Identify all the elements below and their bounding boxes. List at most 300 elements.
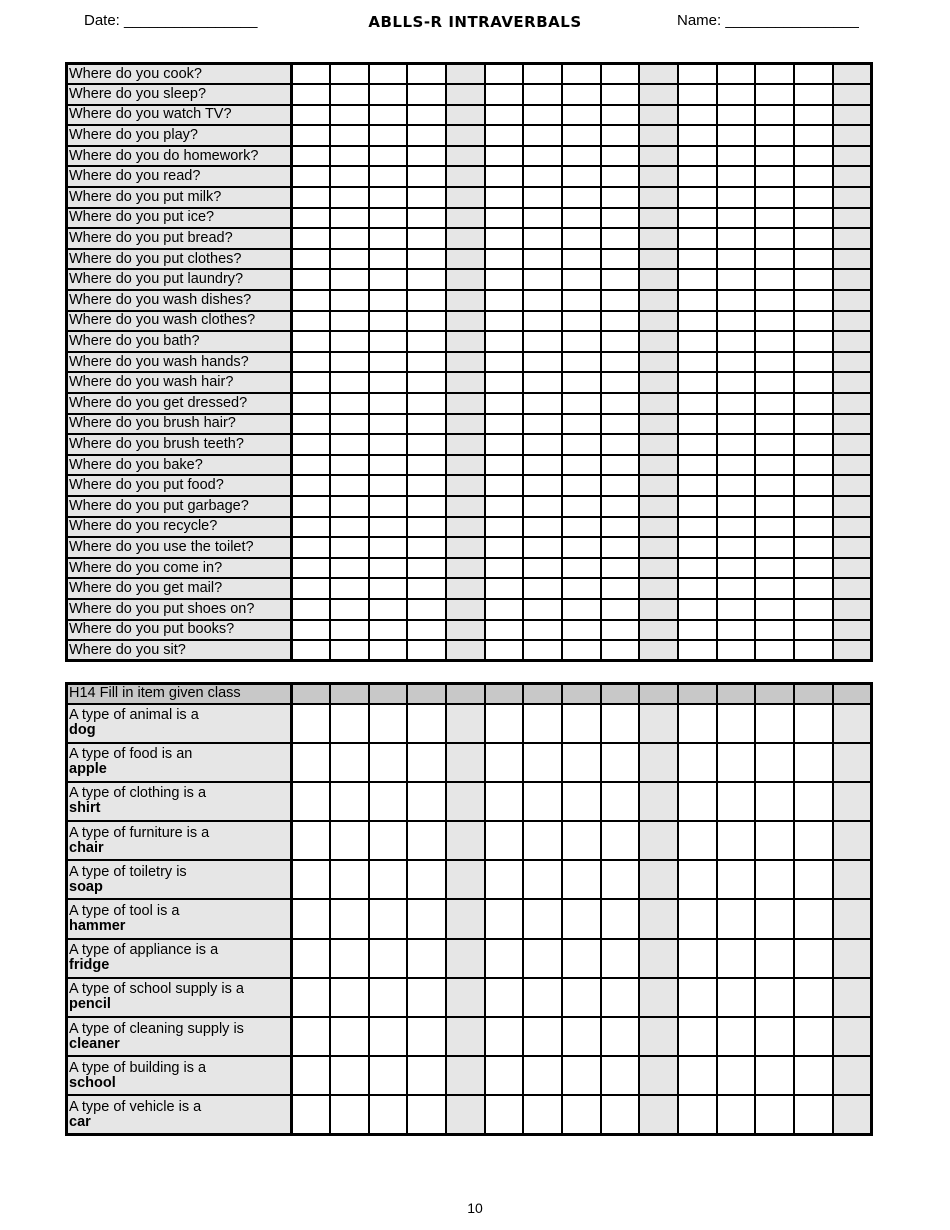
score-cell[interactable]: [330, 64, 369, 85]
score-cell[interactable]: [523, 1056, 562, 1095]
score-cell[interactable]: [717, 331, 756, 352]
score-cell[interactable]: [369, 125, 408, 146]
score-cell[interactable]: [369, 704, 408, 743]
score-cell[interactable]: [678, 290, 717, 311]
score-cell[interactable]: [601, 743, 640, 782]
score-cell[interactable]: [755, 537, 794, 558]
score-cell[interactable]: [446, 496, 485, 517]
score-cell[interactable]: [678, 146, 717, 167]
score-cell[interactable]: [794, 64, 833, 85]
score-cell[interactable]: [601, 208, 640, 229]
score-cell[interactable]: [446, 331, 485, 352]
score-cell[interactable]: [523, 64, 562, 85]
score-cell[interactable]: [562, 105, 601, 126]
score-cell[interactable]: [523, 860, 562, 899]
score-cell[interactable]: [485, 352, 524, 373]
score-cell[interactable]: [407, 105, 446, 126]
score-cell[interactable]: [717, 1095, 756, 1134]
score-cell[interactable]: [794, 208, 833, 229]
score-cell[interactable]: [292, 434, 331, 455]
score-cell[interactable]: [678, 84, 717, 105]
score-cell[interactable]: [601, 860, 640, 899]
score-cell[interactable]: [523, 620, 562, 641]
score-cell[interactable]: [639, 1017, 678, 1056]
score-cell[interactable]: [755, 290, 794, 311]
score-cell[interactable]: [678, 899, 717, 938]
score-cell[interactable]: [717, 821, 756, 860]
score-cell[interactable]: [639, 166, 678, 187]
score-cell[interactable]: [755, 249, 794, 270]
score-cell[interactable]: [369, 187, 408, 208]
score-cell[interactable]: [330, 743, 369, 782]
score-cell[interactable]: [755, 1056, 794, 1095]
score-cell[interactable]: [639, 146, 678, 167]
score-cell[interactable]: [562, 228, 601, 249]
score-cell[interactable]: [833, 860, 872, 899]
score-cell[interactable]: [833, 821, 872, 860]
score-cell[interactable]: [601, 599, 640, 620]
score-cell[interactable]: [717, 517, 756, 538]
score-cell[interactable]: [755, 64, 794, 85]
score-cell[interactable]: [678, 640, 717, 661]
score-cell[interactable]: [369, 290, 408, 311]
score-cell[interactable]: [833, 704, 872, 743]
score-cell[interactable]: [601, 782, 640, 821]
score-cell[interactable]: [330, 105, 369, 126]
score-cell[interactable]: [292, 558, 331, 579]
score-cell[interactable]: [678, 455, 717, 476]
score-cell[interactable]: [407, 704, 446, 743]
score-cell[interactable]: [446, 187, 485, 208]
score-cell[interactable]: [678, 311, 717, 332]
score-cell[interactable]: [369, 939, 408, 978]
score-cell[interactable]: [485, 331, 524, 352]
score-cell[interactable]: [794, 939, 833, 978]
score-cell[interactable]: [562, 782, 601, 821]
score-cell[interactable]: [330, 372, 369, 393]
score-cell[interactable]: [562, 208, 601, 229]
score-cell[interactable]: [678, 1017, 717, 1056]
score-cell[interactable]: [639, 978, 678, 1017]
score-cell[interactable]: [446, 269, 485, 290]
score-cell[interactable]: [369, 228, 408, 249]
score-cell[interactable]: [407, 1017, 446, 1056]
score-cell[interactable]: [292, 1017, 331, 1056]
score-cell[interactable]: [794, 860, 833, 899]
score-cell[interactable]: [292, 269, 331, 290]
score-cell[interactable]: [794, 166, 833, 187]
score-cell[interactable]: [678, 414, 717, 435]
score-cell[interactable]: [485, 704, 524, 743]
score-cell[interactable]: [330, 496, 369, 517]
score-cell[interactable]: [330, 311, 369, 332]
score-cell[interactable]: [794, 249, 833, 270]
score-cell[interactable]: [601, 1056, 640, 1095]
score-cell[interactable]: [717, 372, 756, 393]
score-cell[interactable]: [446, 537, 485, 558]
score-cell[interactable]: [755, 475, 794, 496]
score-cell[interactable]: [794, 105, 833, 126]
score-cell[interactable]: [833, 84, 872, 105]
score-cell[interactable]: [369, 84, 408, 105]
score-cell[interactable]: [369, 821, 408, 860]
score-cell[interactable]: [601, 105, 640, 126]
score-cell[interactable]: [407, 978, 446, 1017]
score-cell[interactable]: [330, 125, 369, 146]
score-cell[interactable]: [833, 372, 872, 393]
score-cell[interactable]: [601, 517, 640, 538]
score-cell[interactable]: [562, 640, 601, 661]
score-cell[interactable]: [678, 1095, 717, 1134]
score-cell[interactable]: [678, 517, 717, 538]
score-cell[interactable]: [292, 125, 331, 146]
score-cell[interactable]: [601, 64, 640, 85]
score-cell[interactable]: [639, 311, 678, 332]
score-cell[interactable]: [678, 475, 717, 496]
score-cell[interactable]: [717, 455, 756, 476]
score-cell[interactable]: [292, 599, 331, 620]
score-cell[interactable]: [523, 352, 562, 373]
score-cell[interactable]: [485, 393, 524, 414]
score-cell[interactable]: [407, 1095, 446, 1134]
score-cell[interactable]: [833, 939, 872, 978]
score-cell[interactable]: [639, 290, 678, 311]
score-cell[interactable]: [292, 860, 331, 899]
score-cell[interactable]: [755, 782, 794, 821]
score-cell[interactable]: [755, 372, 794, 393]
score-cell[interactable]: [292, 517, 331, 538]
score-cell[interactable]: [523, 475, 562, 496]
score-cell[interactable]: [446, 1017, 485, 1056]
score-cell[interactable]: [523, 372, 562, 393]
score-cell[interactable]: [446, 1095, 485, 1134]
score-cell[interactable]: [485, 105, 524, 126]
score-cell[interactable]: [446, 620, 485, 641]
score-cell[interactable]: [446, 743, 485, 782]
score-cell[interactable]: [330, 599, 369, 620]
score-cell[interactable]: [369, 782, 408, 821]
score-cell[interactable]: [562, 821, 601, 860]
score-cell[interactable]: [833, 64, 872, 85]
score-cell[interactable]: [292, 166, 331, 187]
score-cell[interactable]: [717, 434, 756, 455]
score-cell[interactable]: [562, 434, 601, 455]
score-cell[interactable]: [678, 578, 717, 599]
score-cell[interactable]: [369, 558, 408, 579]
score-cell[interactable]: [601, 1017, 640, 1056]
score-cell[interactable]: [717, 496, 756, 517]
score-cell[interactable]: [562, 455, 601, 476]
score-cell[interactable]: [601, 640, 640, 661]
score-cell[interactable]: [717, 290, 756, 311]
score-cell[interactable]: [833, 311, 872, 332]
score-cell[interactable]: [407, 599, 446, 620]
score-cell[interactable]: [717, 393, 756, 414]
score-cell[interactable]: [755, 939, 794, 978]
score-cell[interactable]: [446, 228, 485, 249]
score-cell[interactable]: [369, 372, 408, 393]
score-cell[interactable]: [794, 1056, 833, 1095]
score-cell[interactable]: [523, 1095, 562, 1134]
score-cell[interactable]: [369, 599, 408, 620]
score-cell[interactable]: [601, 434, 640, 455]
score-cell[interactable]: [446, 105, 485, 126]
score-cell[interactable]: [717, 249, 756, 270]
score-cell[interactable]: [446, 704, 485, 743]
score-cell[interactable]: [330, 414, 369, 435]
score-cell[interactable]: [639, 640, 678, 661]
score-cell[interactable]: [601, 496, 640, 517]
score-cell[interactable]: [523, 743, 562, 782]
score-cell[interactable]: [601, 166, 640, 187]
score-cell[interactable]: [639, 782, 678, 821]
score-cell[interactable]: [369, 640, 408, 661]
score-cell[interactable]: [833, 743, 872, 782]
score-cell[interactable]: [794, 1095, 833, 1134]
score-cell[interactable]: [678, 393, 717, 414]
score-cell[interactable]: [794, 1017, 833, 1056]
score-cell[interactable]: [833, 393, 872, 414]
score-cell[interactable]: [755, 455, 794, 476]
score-cell[interactable]: [330, 1095, 369, 1134]
score-cell[interactable]: [639, 208, 678, 229]
score-cell[interactable]: [446, 393, 485, 414]
score-cell[interactable]: [601, 578, 640, 599]
score-cell[interactable]: [330, 352, 369, 373]
score-cell[interactable]: [523, 782, 562, 821]
score-cell[interactable]: [562, 899, 601, 938]
score-cell[interactable]: [755, 434, 794, 455]
score-cell[interactable]: [794, 372, 833, 393]
score-cell[interactable]: [407, 84, 446, 105]
score-cell[interactable]: [485, 249, 524, 270]
score-cell[interactable]: [523, 704, 562, 743]
score-cell[interactable]: [601, 455, 640, 476]
score-cell[interactable]: [601, 537, 640, 558]
score-cell[interactable]: [794, 331, 833, 352]
score-cell[interactable]: [717, 228, 756, 249]
score-cell[interactable]: [562, 496, 601, 517]
score-cell[interactable]: [369, 496, 408, 517]
score-cell[interactable]: [369, 331, 408, 352]
score-cell[interactable]: [562, 537, 601, 558]
score-cell[interactable]: [330, 578, 369, 599]
score-cell[interactable]: [485, 1056, 524, 1095]
score-cell[interactable]: [523, 578, 562, 599]
score-cell[interactable]: [639, 64, 678, 85]
score-cell[interactable]: [755, 860, 794, 899]
score-cell[interactable]: [292, 496, 331, 517]
score-cell[interactable]: [755, 558, 794, 579]
score-cell[interactable]: [485, 558, 524, 579]
score-cell[interactable]: [717, 1056, 756, 1095]
score-cell[interactable]: [292, 208, 331, 229]
score-cell[interactable]: [330, 249, 369, 270]
score-cell[interactable]: [523, 978, 562, 1017]
score-cell[interactable]: [717, 578, 756, 599]
score-cell[interactable]: [330, 782, 369, 821]
score-cell[interactable]: [794, 290, 833, 311]
score-cell[interactable]: [330, 704, 369, 743]
score-cell[interactable]: [755, 166, 794, 187]
score-cell[interactable]: [407, 743, 446, 782]
score-cell[interactable]: [639, 704, 678, 743]
score-cell[interactable]: [562, 146, 601, 167]
score-cell[interactable]: [369, 1017, 408, 1056]
score-cell[interactable]: [833, 537, 872, 558]
score-cell[interactable]: [330, 228, 369, 249]
score-cell[interactable]: [833, 475, 872, 496]
score-cell[interactable]: [639, 517, 678, 538]
score-cell[interactable]: [601, 393, 640, 414]
score-cell[interactable]: [292, 290, 331, 311]
score-cell[interactable]: [794, 352, 833, 373]
score-cell[interactable]: [833, 290, 872, 311]
score-cell[interactable]: [794, 558, 833, 579]
score-cell[interactable]: [446, 414, 485, 435]
score-cell[interactable]: [292, 372, 331, 393]
score-cell[interactable]: [833, 899, 872, 938]
score-cell[interactable]: [794, 640, 833, 661]
score-cell[interactable]: [562, 978, 601, 1017]
score-cell[interactable]: [639, 475, 678, 496]
score-cell[interactable]: [562, 125, 601, 146]
score-cell[interactable]: [833, 1017, 872, 1056]
score-cell[interactable]: [407, 434, 446, 455]
score-cell[interactable]: [601, 372, 640, 393]
score-cell[interactable]: [794, 434, 833, 455]
score-cell[interactable]: [639, 125, 678, 146]
score-cell[interactable]: [717, 640, 756, 661]
score-cell[interactable]: [523, 269, 562, 290]
score-cell[interactable]: [330, 821, 369, 860]
score-cell[interactable]: [369, 166, 408, 187]
score-cell[interactable]: [794, 125, 833, 146]
score-cell[interactable]: [794, 187, 833, 208]
score-cell[interactable]: [601, 331, 640, 352]
score-cell[interactable]: [369, 620, 408, 641]
score-cell[interactable]: [562, 599, 601, 620]
score-cell[interactable]: [639, 1095, 678, 1134]
score-cell[interactable]: [794, 311, 833, 332]
score-cell[interactable]: [833, 125, 872, 146]
score-cell[interactable]: [330, 208, 369, 229]
score-cell[interactable]: [755, 331, 794, 352]
score-cell[interactable]: [407, 393, 446, 414]
score-cell[interactable]: [755, 1095, 794, 1134]
score-cell[interactable]: [523, 599, 562, 620]
score-cell[interactable]: [523, 496, 562, 517]
score-cell[interactable]: [601, 125, 640, 146]
score-cell[interactable]: [833, 558, 872, 579]
score-cell[interactable]: [523, 821, 562, 860]
score-cell[interactable]: [717, 939, 756, 978]
score-cell[interactable]: [330, 517, 369, 538]
score-cell[interactable]: [794, 414, 833, 435]
score-cell[interactable]: [755, 1017, 794, 1056]
score-cell[interactable]: [485, 620, 524, 641]
score-cell[interactable]: [755, 620, 794, 641]
score-cell[interactable]: [292, 782, 331, 821]
score-cell[interactable]: [407, 331, 446, 352]
score-cell[interactable]: [485, 84, 524, 105]
score-cell[interactable]: [407, 1056, 446, 1095]
score-cell[interactable]: [292, 899, 331, 938]
score-cell[interactable]: [639, 743, 678, 782]
score-cell[interactable]: [292, 939, 331, 978]
score-cell[interactable]: [407, 125, 446, 146]
score-cell[interactable]: [292, 455, 331, 476]
score-cell[interactable]: [485, 782, 524, 821]
score-cell[interactable]: [717, 599, 756, 620]
score-cell[interactable]: [330, 978, 369, 1017]
score-cell[interactable]: [446, 978, 485, 1017]
score-cell[interactable]: [833, 782, 872, 821]
score-cell[interactable]: [833, 249, 872, 270]
score-cell[interactable]: [717, 414, 756, 435]
score-cell[interactable]: [794, 578, 833, 599]
score-cell[interactable]: [485, 434, 524, 455]
score-cell[interactable]: [678, 269, 717, 290]
score-cell[interactable]: [292, 352, 331, 373]
score-cell[interactable]: [369, 249, 408, 270]
score-cell[interactable]: [755, 208, 794, 229]
score-cell[interactable]: [794, 620, 833, 641]
score-cell[interactable]: [717, 537, 756, 558]
score-cell[interactable]: [485, 899, 524, 938]
score-cell[interactable]: [485, 978, 524, 1017]
score-cell[interactable]: [833, 517, 872, 538]
score-cell[interactable]: [523, 105, 562, 126]
score-cell[interactable]: [562, 187, 601, 208]
score-cell[interactable]: [369, 64, 408, 85]
score-cell[interactable]: [562, 393, 601, 414]
score-cell[interactable]: [717, 146, 756, 167]
score-cell[interactable]: [639, 1056, 678, 1095]
score-cell[interactable]: [292, 704, 331, 743]
score-cell[interactable]: [407, 496, 446, 517]
score-cell[interactable]: [639, 599, 678, 620]
score-cell[interactable]: [639, 269, 678, 290]
score-cell[interactable]: [562, 166, 601, 187]
score-cell[interactable]: [330, 166, 369, 187]
score-cell[interactable]: [755, 517, 794, 538]
score-cell[interactable]: [601, 704, 640, 743]
score-cell[interactable]: [407, 517, 446, 538]
score-cell[interactable]: [833, 331, 872, 352]
score-cell[interactable]: [485, 821, 524, 860]
score-cell[interactable]: [523, 1017, 562, 1056]
score-cell[interactable]: [407, 860, 446, 899]
score-cell[interactable]: [292, 311, 331, 332]
score-cell[interactable]: [446, 599, 485, 620]
score-cell[interactable]: [407, 166, 446, 187]
score-cell[interactable]: [292, 393, 331, 414]
score-cell[interactable]: [601, 187, 640, 208]
score-cell[interactable]: [717, 620, 756, 641]
score-cell[interactable]: [485, 228, 524, 249]
score-cell[interactable]: [794, 782, 833, 821]
score-cell[interactable]: [717, 475, 756, 496]
score-cell[interactable]: [717, 352, 756, 373]
score-cell[interactable]: [485, 311, 524, 332]
score-cell[interactable]: [330, 899, 369, 938]
score-cell[interactable]: [562, 64, 601, 85]
score-cell[interactable]: [562, 414, 601, 435]
score-cell[interactable]: [523, 414, 562, 435]
score-cell[interactable]: [562, 620, 601, 641]
score-cell[interactable]: [678, 978, 717, 1017]
